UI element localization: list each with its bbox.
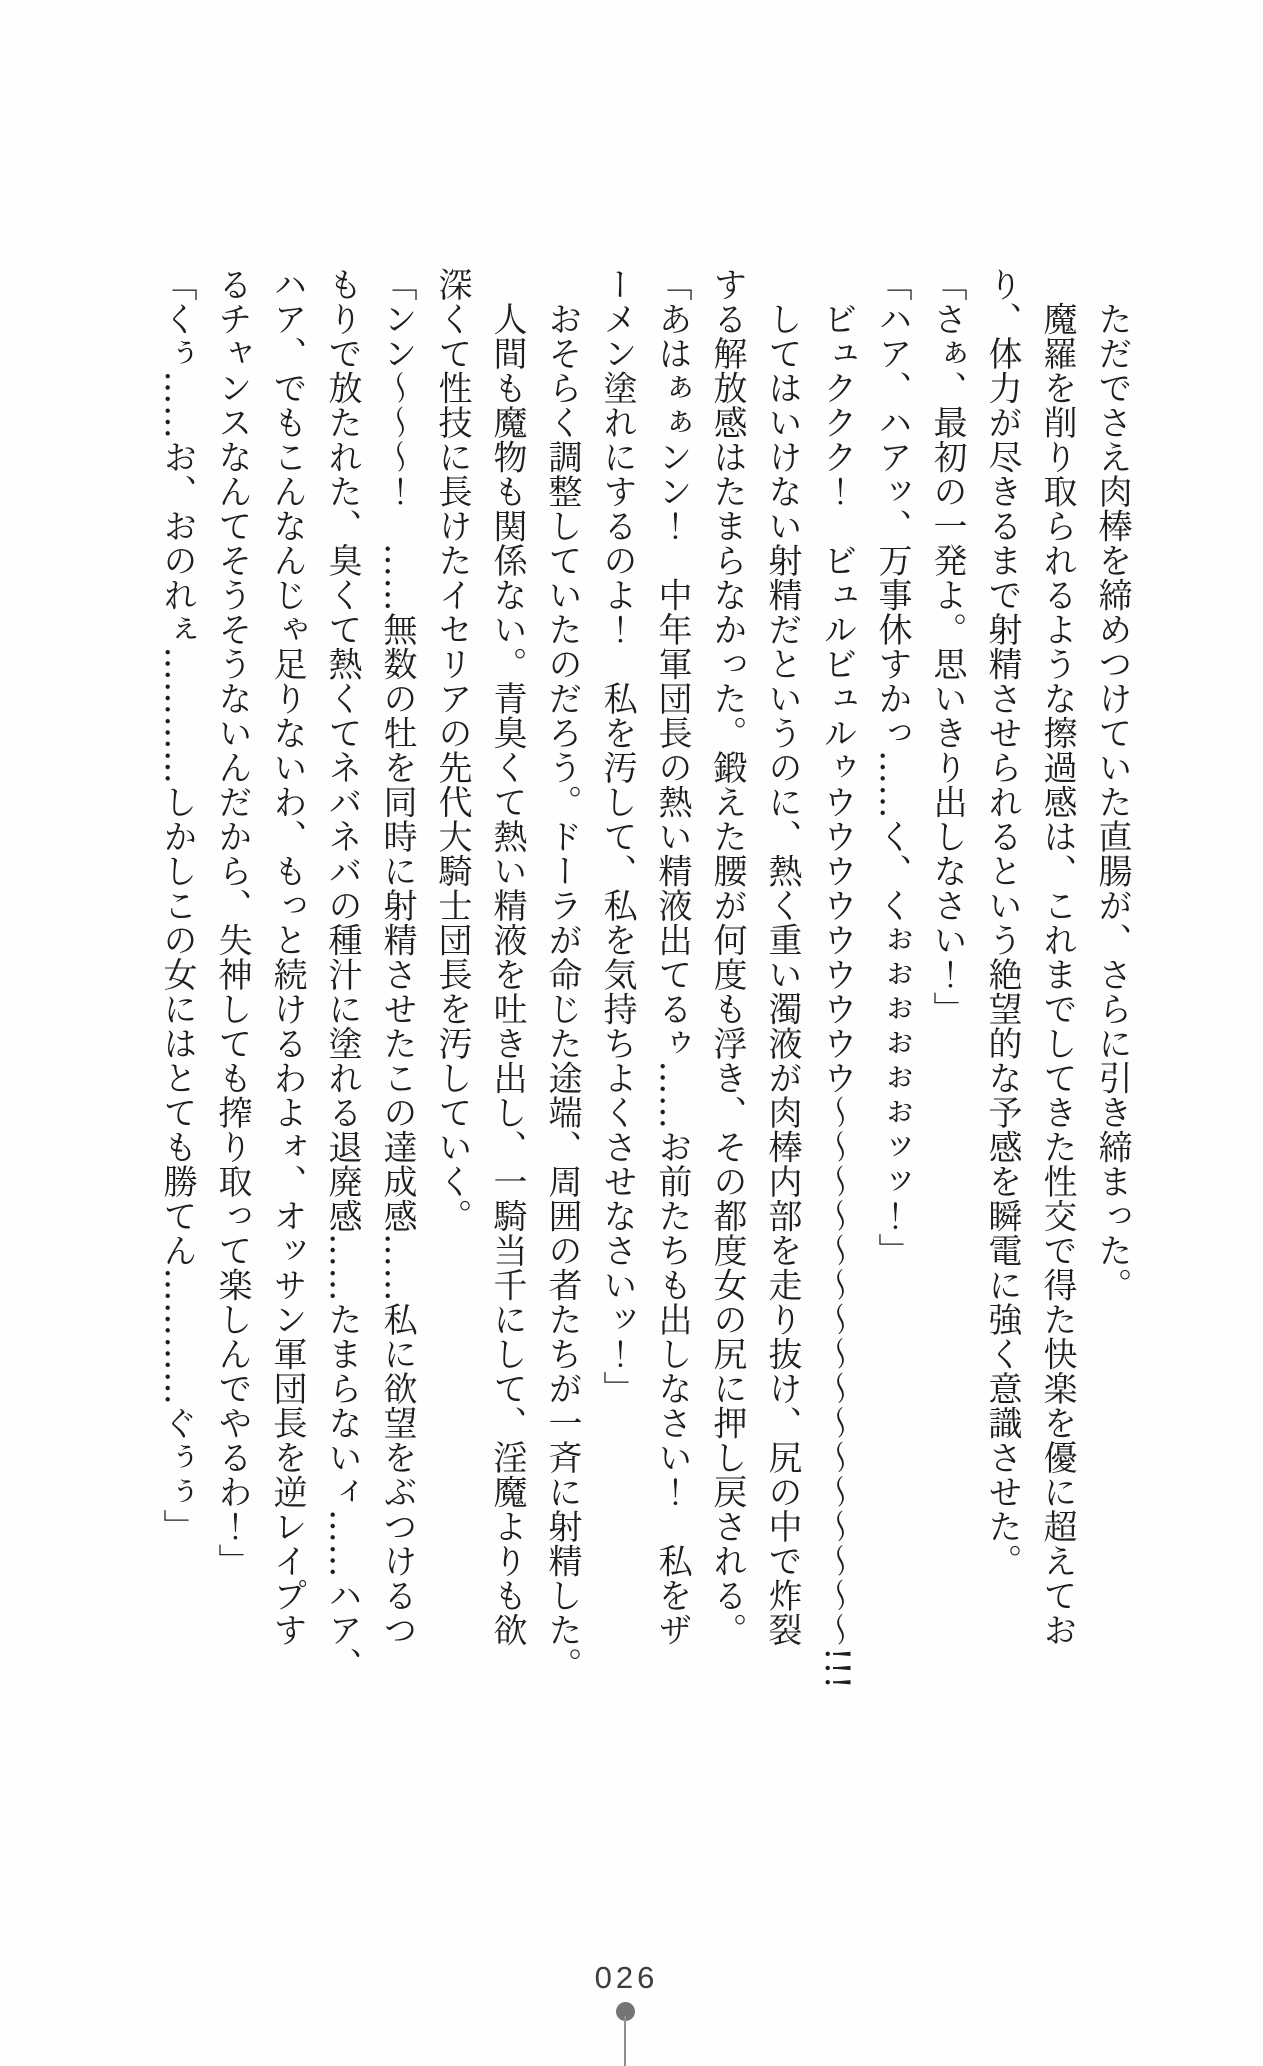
text-line: るチャンスなんてそうそうないんだから、失神しても搾り取って楽しんでやるわ！」 — [212, 267, 252, 1578]
text-line: 「くぅ……お、おのれぇ…………しかしこの女にはとても勝てん…………ぐぅぅ」 — [157, 267, 197, 1544]
text-line: ただでさえ肉棒を締めつけていた直腸が、さらに引き締まった。 — [1092, 267, 1132, 1302]
text-line: 深くて性技に長けたイセリアの先代大騎士団長を汚していく。 — [432, 267, 472, 1233]
text-line: してはいけない射精だというのに、熱く重い濁液が肉棒内部を走り抜け、尻の中で炸裂 — [762, 267, 802, 1647]
text-line: 人間も魔物も関係ない。青臭くて熱い精液を吐き出し、一騎当千にして、淫魔よりも欲 — [487, 267, 527, 1647]
page-number: 026 — [594, 1960, 659, 1995]
text-line: ハア、でもこんなんじゃ足りないわ、もっと続けるわよォ、オッサン軍団長を逆レイプす — [267, 267, 307, 1647]
text-line: 魔羅を削り取られるような擦過感は、これまでしてきた性交で得た快楽を優に超えてお — [1037, 267, 1077, 1647]
text-line: 「ハア、ハアッ、万事休すかっ……く、くぉぉぉぉぉぉッッ！」 — [872, 267, 912, 1268]
text-line: 「さぁ、最初の一発よ。思いきり出しなさい！」 — [927, 267, 967, 1026]
text-line: もりで放たれた、臭くて熱くてネバネバの種汁に塗れる退廃感……たまらないィ……ハア、 — [322, 267, 362, 1682]
text-line: り、体力が尽きるまで射精させられるという絶望的な予感を瞬電に強く意識させた。 — [982, 267, 1022, 1578]
footer-marker-line — [624, 2016, 626, 2066]
text-line: ビュククク！ ビュルビュルゥウウウウウウウウウ〜〜〜〜〜〜〜〜〜〜〜〜〜〜〜〜!!! — [817, 267, 857, 1690]
body-text — [149, 267, 1139, 1767]
page-footer — [0, 1960, 1263, 1996]
text-line: おそらく調整していたのだろう。ドーラが命じた途端、周囲の者たちが一斉に射精した。 — [542, 267, 582, 1682]
text-line: 「ンン〜〜〜！ ……無数の牡を同時に射精させたこの達成感……私に欲望をぶつけるつ — [377, 267, 417, 1647]
text-line: ーメン塗れにするのよ！ 私を汚して、私を気持ちよくさせなさいッ！」 — [597, 267, 637, 1406]
text-line: する解放感はたまらなかった。鍛えた腰が何度も浮き、その都度女の尻に押し戻される。 — [707, 267, 747, 1647]
text-line: 「あはぁぁンン！ 中年軍団長の熱い精液出てるゥ……お前たちも出しなさい！ 私をザ — [652, 267, 692, 1647]
